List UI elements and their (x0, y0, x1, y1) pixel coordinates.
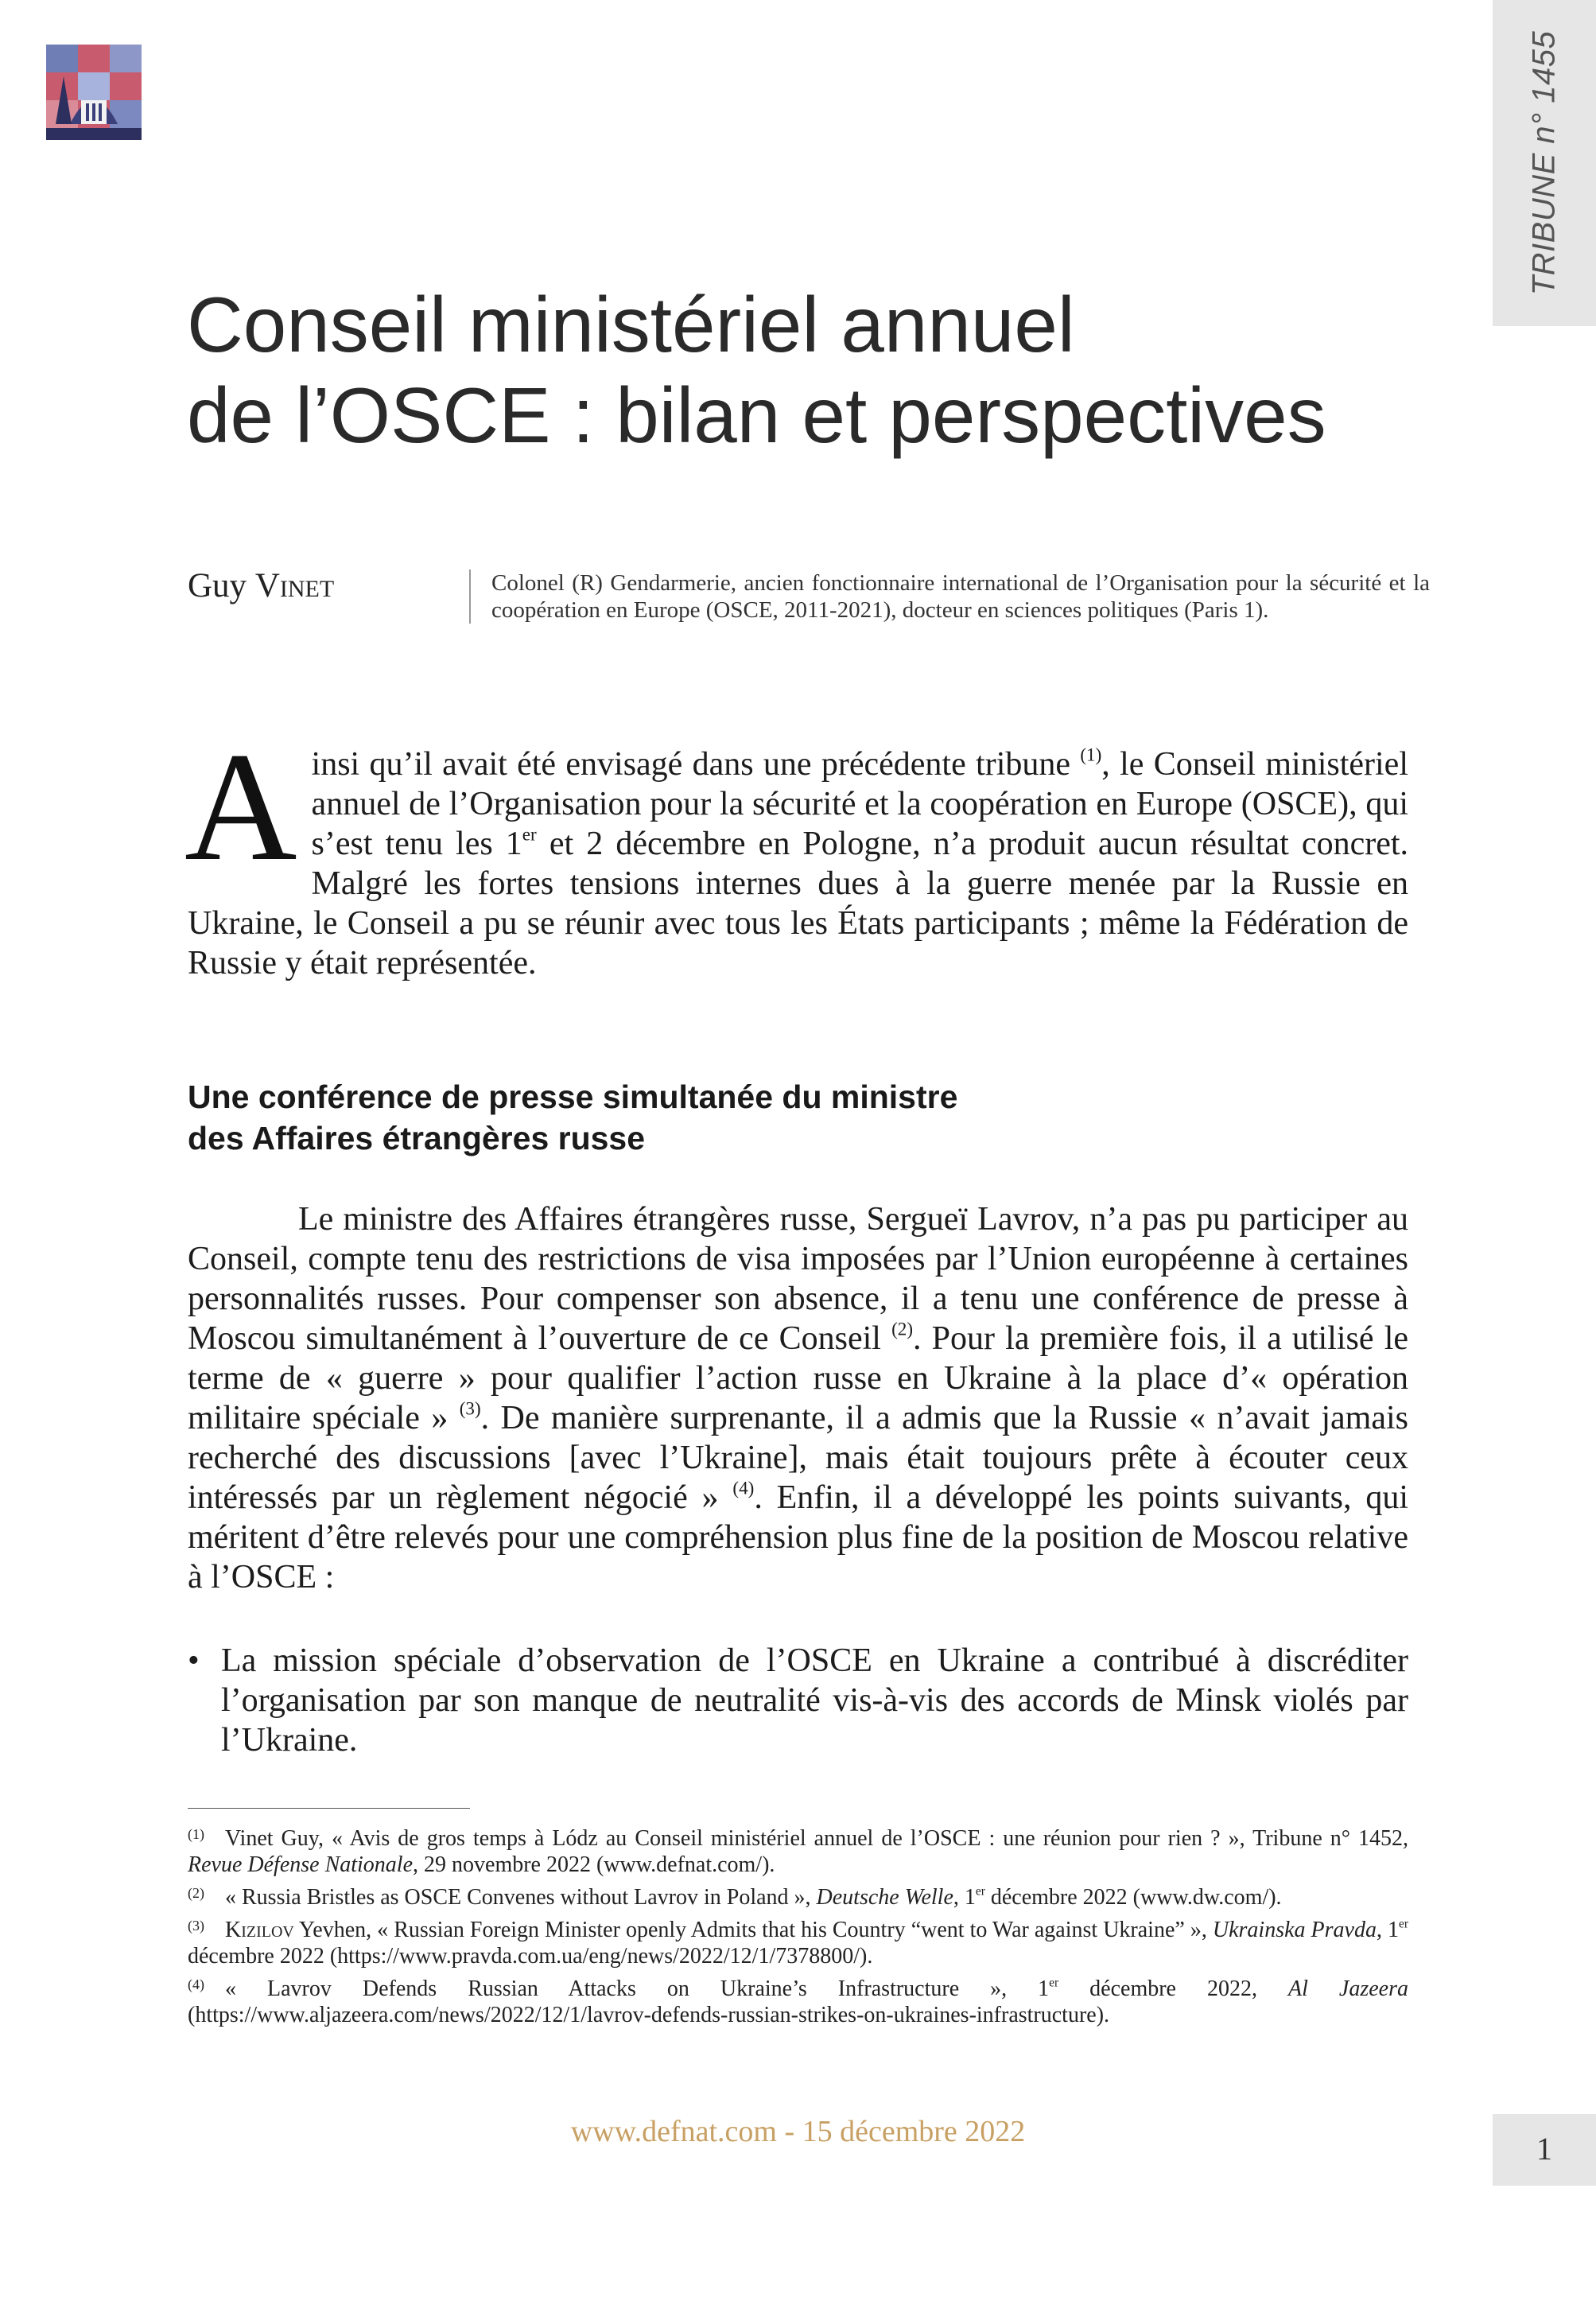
footnote-text: Vinet Guy, « Avis de gros temps à Lódz au Conseil ministériel annuel de l’OSCE : une réunion pour rien ? », Tribune n° 1452, (225, 1826, 1408, 1851)
footnote-3 (188, 1913, 1408, 1969)
footnote-4 (188, 1972, 1408, 2028)
footnote-number: (3) (188, 1918, 204, 1934)
page-number: 1 (1536, 2131, 1552, 2167)
footnote-number: (2) (188, 1885, 204, 1901)
defnat-logo-icon (46, 45, 142, 140)
title-line-1: Conseil ministériel annuel (187, 281, 1075, 368)
footnote-text: (https://www.aljazeera.com/news/2022/12/1/lavrov-defends-russian-strikes-on-ukraines-infrastructure). (188, 2003, 1110, 2027)
footnote-source: Al Jazeera (1288, 1976, 1408, 2001)
intro-paragraph (184, 721, 1409, 983)
tribune-tab (1493, 0, 1596, 326)
footnote-text: Yevhen, « Russian Foreign Minister openly Admits that his Country “went to War against Ukraine” », (293, 1918, 1213, 1942)
footnote-text: décembre 2022, (1058, 1976, 1289, 2001)
list-item-text: La mission spéciale d’observation de l’OSCE en Ukraine a contribué à discréditer l’organisation par son manque de neutralité vis-à-vis des accords de Minsk violés par l’Ukraine. (221, 1642, 1408, 1759)
body-text-1: Le ministre des Affaires étrangères russe, Sergueï Lavrov, n’a pas pu participer au Conseil, compte tenu des restrictions de visa imposées par l’Union européenne à certaines personnalités russes. Pour compenser son absence, il a tenu une conférence de presse à Moscou simultanément à l’ouverture de ce Conseil (188, 1201, 1408, 1357)
footnote-number: (1) (188, 1826, 204, 1842)
footnote-1 (188, 1821, 1408, 1878)
ordinal-superscript: er (1399, 1917, 1408, 1931)
footnote-ref-2[interactable]: (2) (891, 1318, 914, 1339)
bullet-list (188, 1641, 1408, 1760)
section-heading-line-1: Une conférence de presse simultanée du ministre (188, 1079, 958, 1115)
body-text-3: . De manière surprenante, il a admis que la Russie « n’avait jamais recherché des discussions [avec l’Ukraine], mais était toujours prête à écouter ceux intéressés par un règlement négocié » (188, 1400, 1408, 1516)
footnote-text: , 1 (953, 1885, 976, 1910)
footnote-source: Deutsche Welle (816, 1885, 953, 1910)
footnote-text: , 1 (1376, 1918, 1400, 1942)
footnote-source: Ukrainska Pravda (1212, 1918, 1377, 1942)
author-name (188, 566, 334, 605)
footnote-text: « Russia Bristles as OSCE Convenes without Lavrov in Poland », (225, 1885, 817, 1910)
footnote-ref-4[interactable]: (4) (732, 1477, 755, 1498)
tribune-number: TRIBUNE n° 1455 (1526, 30, 1562, 296)
list-item (188, 1641, 1408, 1760)
bullet-icon: • (188, 1642, 200, 1679)
section-heading-line-2: des Affaires étrangères russe (188, 1120, 646, 1156)
body-text-2: . Pour la première fois, il a utilisé le terme de « guerre » pour qualifier l’action russe en Ukraine à la place d’« opération militaire spéciale » (188, 1320, 1408, 1436)
page-number-tab (1493, 2114, 1596, 2186)
body-paragraph (188, 1199, 1408, 1597)
author-bio: Colonel (R) Gendarmerie, ancien fonctionnaire international de l’Organisation pour la sécurité et la coopération en Europe (OSCE, 2011-2021), docteur en sciences politiques (Paris 1). (469, 569, 1430, 624)
intro-text-2: , le Conseil ministériel annuel de l’Organisation pour la sécurité et la coopération en Europe (OSCE), qui s’est tenu les 1 (311, 746, 1408, 862)
footnote-source: Revue Défense Nationale (188, 1852, 414, 1877)
publication-logo (46, 45, 142, 140)
footnote-ref-1[interactable]: (1) (1080, 744, 1102, 765)
footnote-2 (188, 1880, 1408, 1910)
footnote-text: décembre 2022 (https://www.pravda.com.ua/eng/news/2022/12/1/7378800/). (188, 1944, 873, 1969)
intro-text-1: insi qu’il avait été envisagé dans une précédente tribune (311, 746, 1081, 783)
footnote-ref-3[interactable]: (3) (459, 1397, 481, 1419)
intro-text-3: et 2 décembre en Pologne, n’a produit aucun résultat concret. Malgré les fortes tensions internes dues à la guerre menée par la Russie en Ukraine, le Conseil a pu se réunir avec tous les États participants ; même la Fédération de Russie y était représentée. (188, 826, 1409, 981)
footnote-text: décembre 2022 (www.dw.com/). (984, 1885, 1282, 1910)
article-title (187, 280, 1459, 461)
drop-cap: A (184, 721, 297, 893)
body-text-4: . Enfin, il a développé les points suivants, qui méritent d’être relevés pour une compréhension plus fine de la position de Moscou relative à l’OSCE : (188, 1479, 1408, 1596)
ordinal-superscript: er (1049, 1976, 1059, 1990)
footnote-text: , 29 novembre 2022 (www.defnat.com/). (413, 1852, 775, 1877)
ordinal-superscript: er (975, 1884, 985, 1899)
footnote-text: « Lavrov Defends Russian Attacks on Ukraine’s Infrastructure », 1 (225, 1976, 1050, 2001)
ordinal-superscript: er (522, 823, 537, 845)
footnote-author: Kizilov (225, 1918, 294, 1942)
section-heading (188, 1076, 1380, 1159)
author-last-name: Vinet (254, 567, 335, 604)
footnote-number: (4) (188, 1976, 204, 1992)
author-first-name: Guy (188, 567, 247, 604)
footnote-divider (188, 1808, 470, 1809)
footnotes (188, 1821, 1408, 2031)
footer-url-date[interactable]: www.defnat.com - 15 décembre 2022 (570, 2115, 1026, 2148)
title-line-2: de l’OSCE : bilan et perspectives (187, 371, 1326, 459)
